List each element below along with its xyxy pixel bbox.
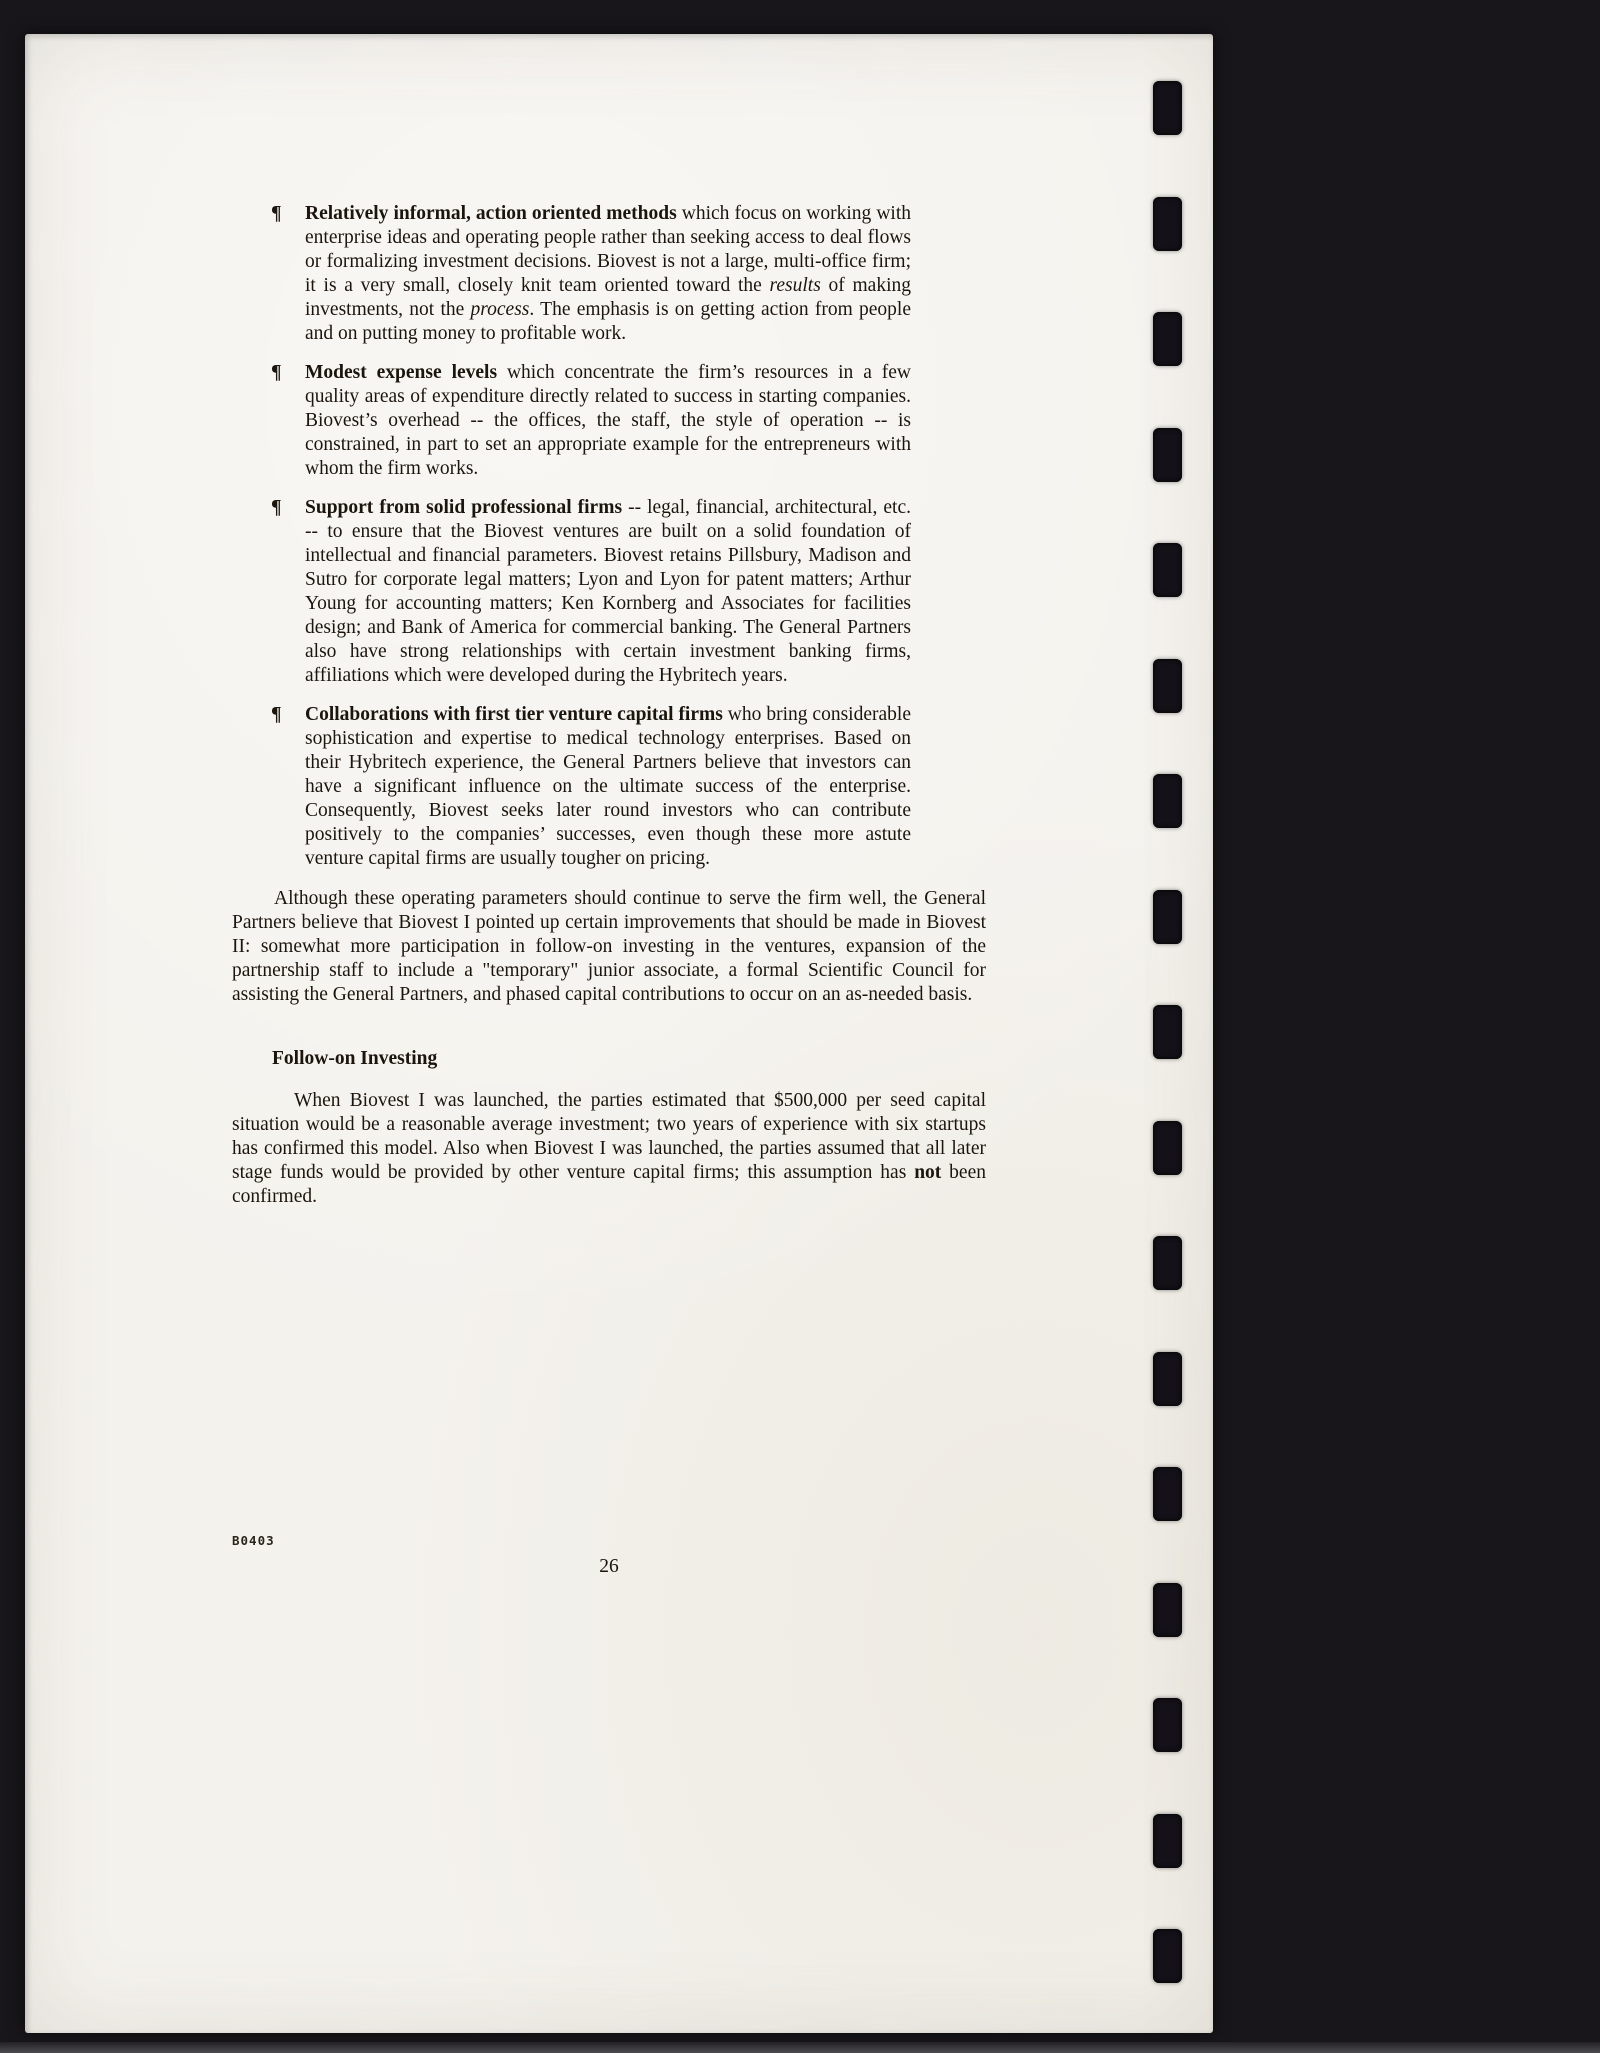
pilcrow-marker: ¶: [271, 497, 282, 518]
bullet-text: Modest expense levels which concentrate the firm’s resources in a few quality areas of expenditure directly related to success in starting companies. Biovest’s overhead -- the offices, the staff, the style of operation -- is constrained, in part to set an appropriate example for the entrepreneurs with whom the firm works.: [305, 362, 911, 479]
document-code-stamp: B0403: [232, 1533, 275, 1548]
bullet-text: Collaborations with first tier venture capital firms who bring considerable sophistication and expertise to medical technology enterprises. Based on their Hybritech experience, the General Partners believe that investors can have a significant influence on the ultimate success of the enterprise. Consequently, Biovest seeks later round investors who can contribute positively to the companies’ successes, even though these more astute venture capital firms are usually tougher on pricing.: [305, 704, 911, 869]
bullet-text: Relatively informal, action oriented methods which focus on working with enterprise ideas and operating people rather than seeking access to deal flows or formalizing investment decisions. Biovest is not a large, multi-office firm; it is a very small, closely knit team oriented toward the results of making investments, not the process. The emphasis is on getting action from people and on putting money to profitable work.: [305, 203, 912, 344]
bullet-list: [271, 202, 912, 871]
bullet-item: [271, 202, 912, 346]
pilcrow-marker: ¶: [271, 704, 282, 725]
page-content: [25, 34, 1213, 2033]
body-paragraph: When Biovest I was launched, the parties estimated that $500,000 per seed capital situation would be a reasonable average investment; two years of experience with six startups has confirmed this model. Also when Biovest I was launched, the parties assumed that all later stage funds would be provided by other venture capital firms; this assumption has not been confirmed.: [232, 1090, 986, 1207]
bullet-item: [271, 496, 911, 688]
pilcrow-marker: ¶: [271, 362, 282, 383]
section-heading: Follow-on Investing: [272, 1048, 438, 1069]
bullet-text: Support from solid professional firms -- legal, financial, architectural, etc. -- to ensure that the Biovest ventures are built on a solid foundation of intellectual and financial parameters. Biovest retains Pillsbury, Madison and Sutro for corporate legal matters; Lyon and Lyon for patent matters; Arthur Young for accounting matters; Ken Kornberg and Associates for facilities design; and Bank of America for commercial banking. The General Partners also have strong relationships with certain investment banking firms, affiliations which were developed during the Hybritech years.: [305, 497, 911, 686]
bullet-item: [271, 703, 911, 871]
document-page: [25, 34, 1213, 2033]
page-number: 26: [599, 1556, 619, 1577]
pilcrow-marker: ¶: [271, 203, 282, 224]
bullet-item: [271, 361, 911, 481]
body-paragraph: Although these operating parameters should continue to serve the firm well, the General Partners believe that Biovest I pointed up certain improvements that should be made in Biovest II: somewhat more participation in follow-on investing in the ventures, expansion of the partnership staff to include a "temporary" junior associate, a formal Scientific Council for assisting the General Partners, and phased capital contributions to occur on an as-needed basis.: [232, 888, 986, 1005]
